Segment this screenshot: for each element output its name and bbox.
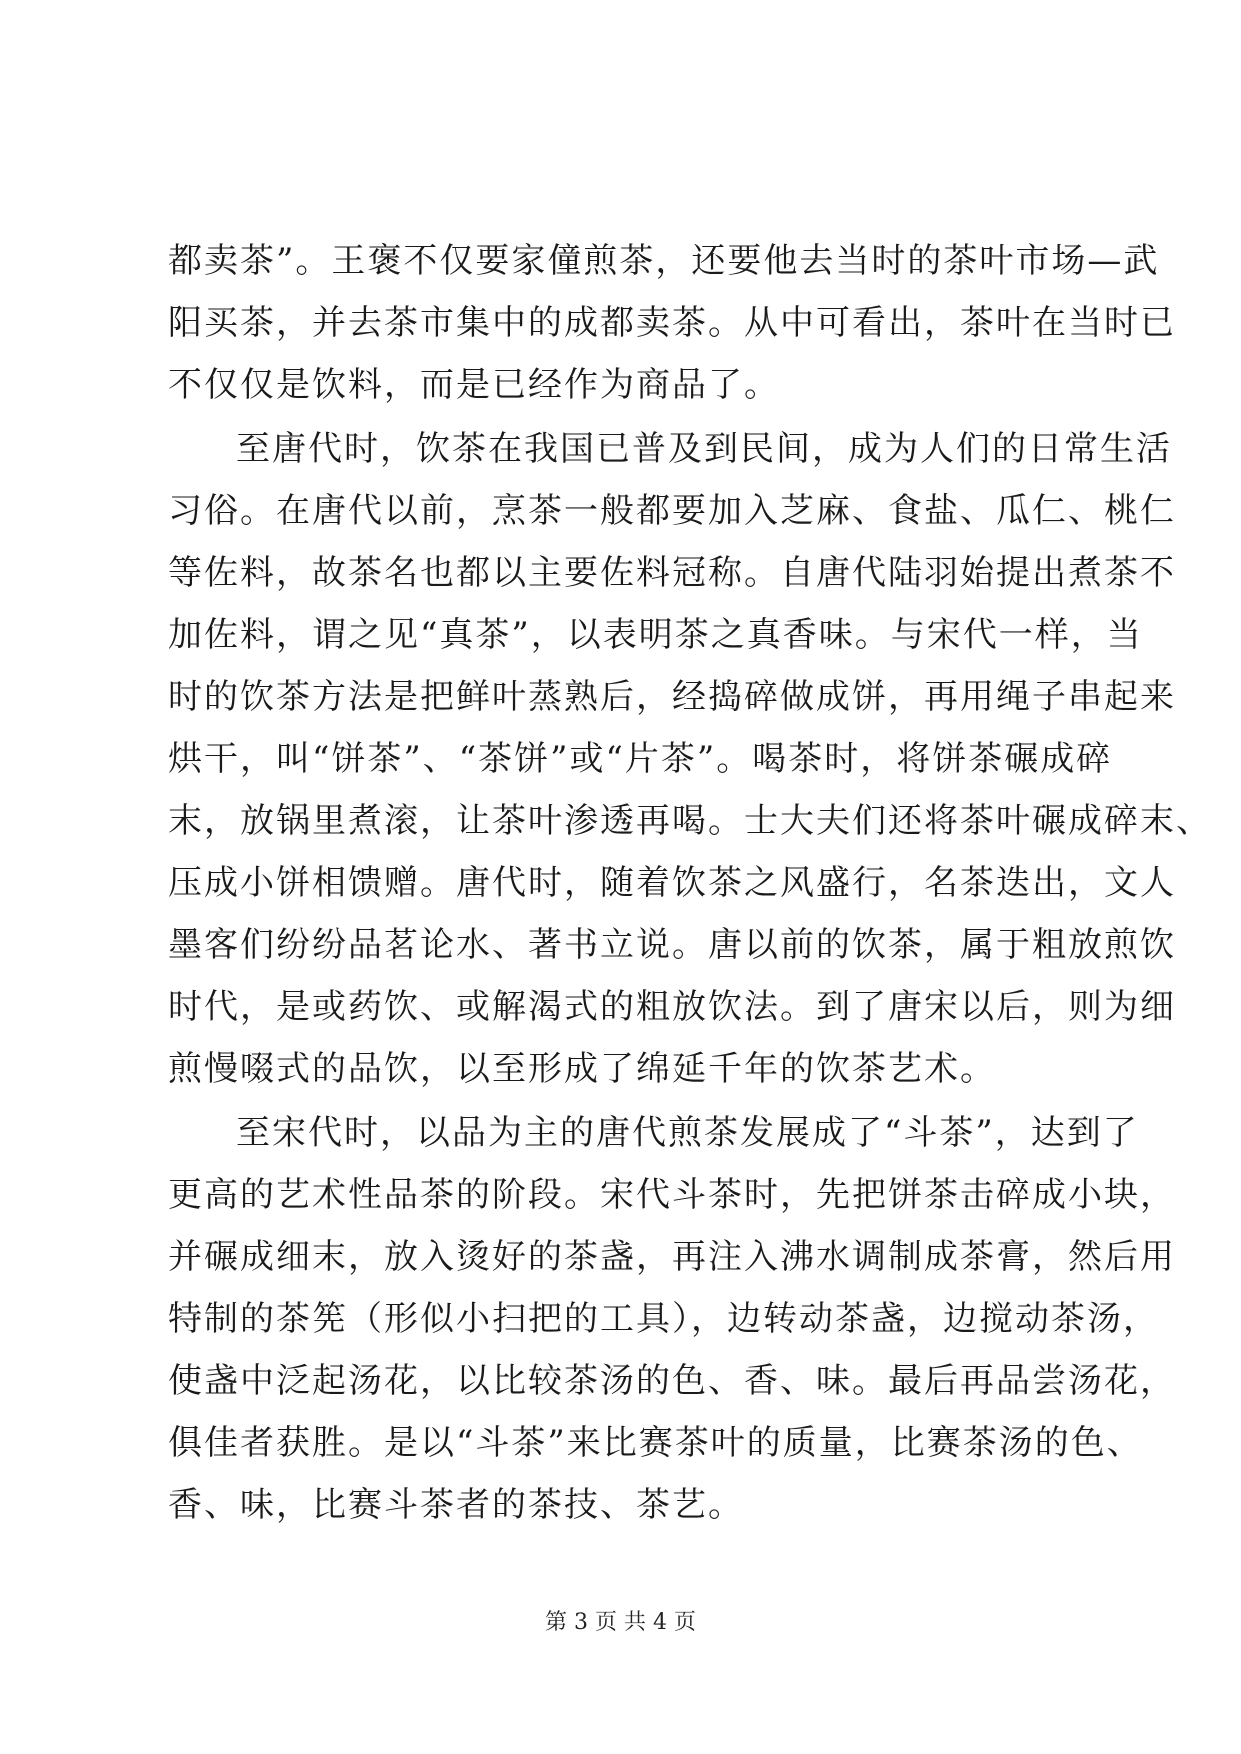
- document-body: [168, 230, 1212, 1536]
- text-line: 更高的艺术性品茶的阶段。宋代斗茶时，先把饼茶击碎成小块，: [168, 1175, 1176, 1215]
- text-line: 都卖茶”。王褒不仅要家僮煎茶，还要他去当时的茶叶市场—武: [168, 241, 1160, 281]
- text-line: 香、味，比赛斗茶者的茶技、茶艺。: [168, 1485, 744, 1525]
- text-line: 习俗。在唐代以前，烹茶一般都要加入芝麻、食盐、瓜仁、桃仁: [168, 491, 1176, 531]
- paragraph-start-line: 至宋代时，以品为主的唐代煎茶发展成了“斗茶”，达到了: [236, 1113, 1139, 1153]
- text-line: 俱佳者获胜。是以“斗茶”来比赛茶叶的质量，比赛茶汤的色、: [168, 1423, 1143, 1463]
- text-line: 不仅仅是饮料，而是已经作为商品了。: [168, 365, 780, 405]
- text-line: 并碾成细末，放入烫好的茶盏，再注入沸水调制成茶膏，然后用: [168, 1237, 1176, 1277]
- text-line: 使盏中泛起汤花，以比较茶汤的色、香、味。最后再品尝汤花，: [168, 1361, 1176, 1401]
- text-line: 加佐料，谓之见“真茶”，以表明茶之真香味。与宋代一样，当: [168, 615, 1143, 655]
- text-line: 压成小饼相馈赠。唐代时，随着饮茶之风盛行，名茶迭出，文人: [168, 863, 1176, 903]
- paragraph-start-line: 至唐代时，饮茶在我国已普及到民间，成为人们的日常生活: [236, 429, 1172, 469]
- text-line: 特制的茶筅（形似小扫把的工具），边转动茶盏，边搅动茶汤，: [168, 1299, 1159, 1339]
- text-line: 煎慢啜式的品饮，以至形成了绵延千年的饮茶艺术。: [168, 1049, 996, 1089]
- text-line: 末，放锅里煮滚，让茶叶渗透再喝。士大夫们还将茶叶碾成碎末、: [168, 801, 1212, 841]
- text-line: 等佐料，故茶名也都以主要佐料冠称。自唐代陆羽始提出煮茶不: [168, 553, 1176, 593]
- text-line: 时的饮茶方法是把鲜叶蒸熟后，经捣碎做成饼，再用绳子串起来: [168, 677, 1176, 717]
- text-line: 墨客们纷纷品茗论水、著书立说。唐以前的饮茶，属于粗放煎饮: [168, 925, 1176, 965]
- text-line: 烘干，叫“饼茶”、“茶饼”或“片茶”。喝茶时，将饼茶碾成碎: [168, 739, 1113, 779]
- text-line: 时代，是或药饮、或解渴式的粗放饮法。到了唐宋以后，则为细: [168, 987, 1176, 1027]
- text-line: 阳买茶，并去茶市集中的成都卖茶。从中可看出，茶叶在当时已: [168, 303, 1176, 343]
- page-number-footer: 第 3 页 共 4 页: [545, 1610, 696, 1635]
